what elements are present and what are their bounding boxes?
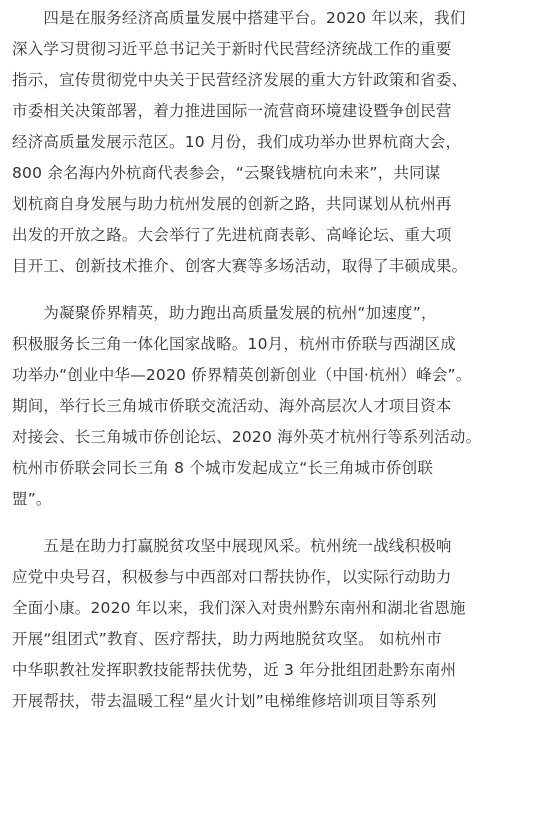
text-line: 开展帮扶，带去温暖工程“星火计划”电梯维修培训项目等系列 bbox=[12, 692, 437, 710]
text-line: 划杭商自身发展与助力杭州发展的创新之路，共同谋划从杭州再 bbox=[12, 195, 452, 213]
text-line: 积极服务长三角一体化国家战略。10月，杭州市侨联与西湖区成 bbox=[12, 335, 457, 353]
text-line: 盟”。 bbox=[12, 490, 52, 508]
text-line: 出发的开放之路。大会举行了先进杭商表彰、高峰论坛、重大项 bbox=[12, 226, 452, 244]
text-line: 四是在服务经济高质量发展中搭建平台。2020 年以来，我们 bbox=[12, 9, 466, 27]
text-line: 全面小康。2020 年以来，我们深入对贵州黔东南州和湖北省恩施 bbox=[12, 599, 466, 617]
text-line: 目开工、创新技术推介、创客大赛等多场活动，取得了丰硕成果。 bbox=[12, 257, 468, 275]
text-line: 期间，举行长三角城市侨联交流活动、海外高层次人才项目资本 bbox=[12, 397, 452, 415]
paragraph-poverty-alleviation bbox=[12, 531, 540, 717]
text-line: 功举办“创业中华—2020 侨界精英创新创业（中国·杭州）峰会”。 bbox=[12, 366, 472, 384]
text-line: 深入学习贯彻习近平总书记关于新时代民营经济统战工作的重要 bbox=[12, 40, 452, 58]
text-line: 对接会、长三角城市侨创论坛、2020 海外英才杭州行等系列活动。 bbox=[12, 428, 482, 446]
paragraph-overseas-talent bbox=[12, 298, 540, 515]
text-line: 经济高质量发展示范区。10 月份，我们成功举办世界杭商大会， bbox=[12, 133, 462, 151]
paragraph-platform bbox=[12, 3, 540, 282]
text-line: 800 余名海内外杭商代表参会，“云聚钱塘杭向未来”，共同谋 bbox=[12, 164, 441, 182]
text-line: 指示，宣传贯彻党中央关于民营经济发展的重大方针政策和省委、 bbox=[12, 71, 468, 89]
text-line: 杭州市侨联会同长三角 8 个城市发起成立“长三角城市侨创联 bbox=[12, 459, 434, 477]
text-line: 为凝聚侨界精英，助力跑出高质量发展的杭州“加速度”， bbox=[12, 304, 437, 322]
text-line: 应党中央号召，积极参与中西部对口帮扶协作，以实际行动助力 bbox=[12, 568, 452, 586]
text-line: 开展“组团式”教育、医疗帮扶，助力两地脱贫攻坚。 如杭州市 bbox=[12, 630, 442, 648]
text-line: 五是在助力打赢脱贫攻坚中展现风采。杭州统一战线积极响 bbox=[12, 537, 452, 555]
text-line: 中华职教社发挥职教技能帮扶优势，近 3 年分批组团赴黔东南州 bbox=[12, 661, 457, 679]
text-line: 市委相关决策部署，着力推进国际一流营商环境建设暨争创民营 bbox=[12, 102, 452, 120]
